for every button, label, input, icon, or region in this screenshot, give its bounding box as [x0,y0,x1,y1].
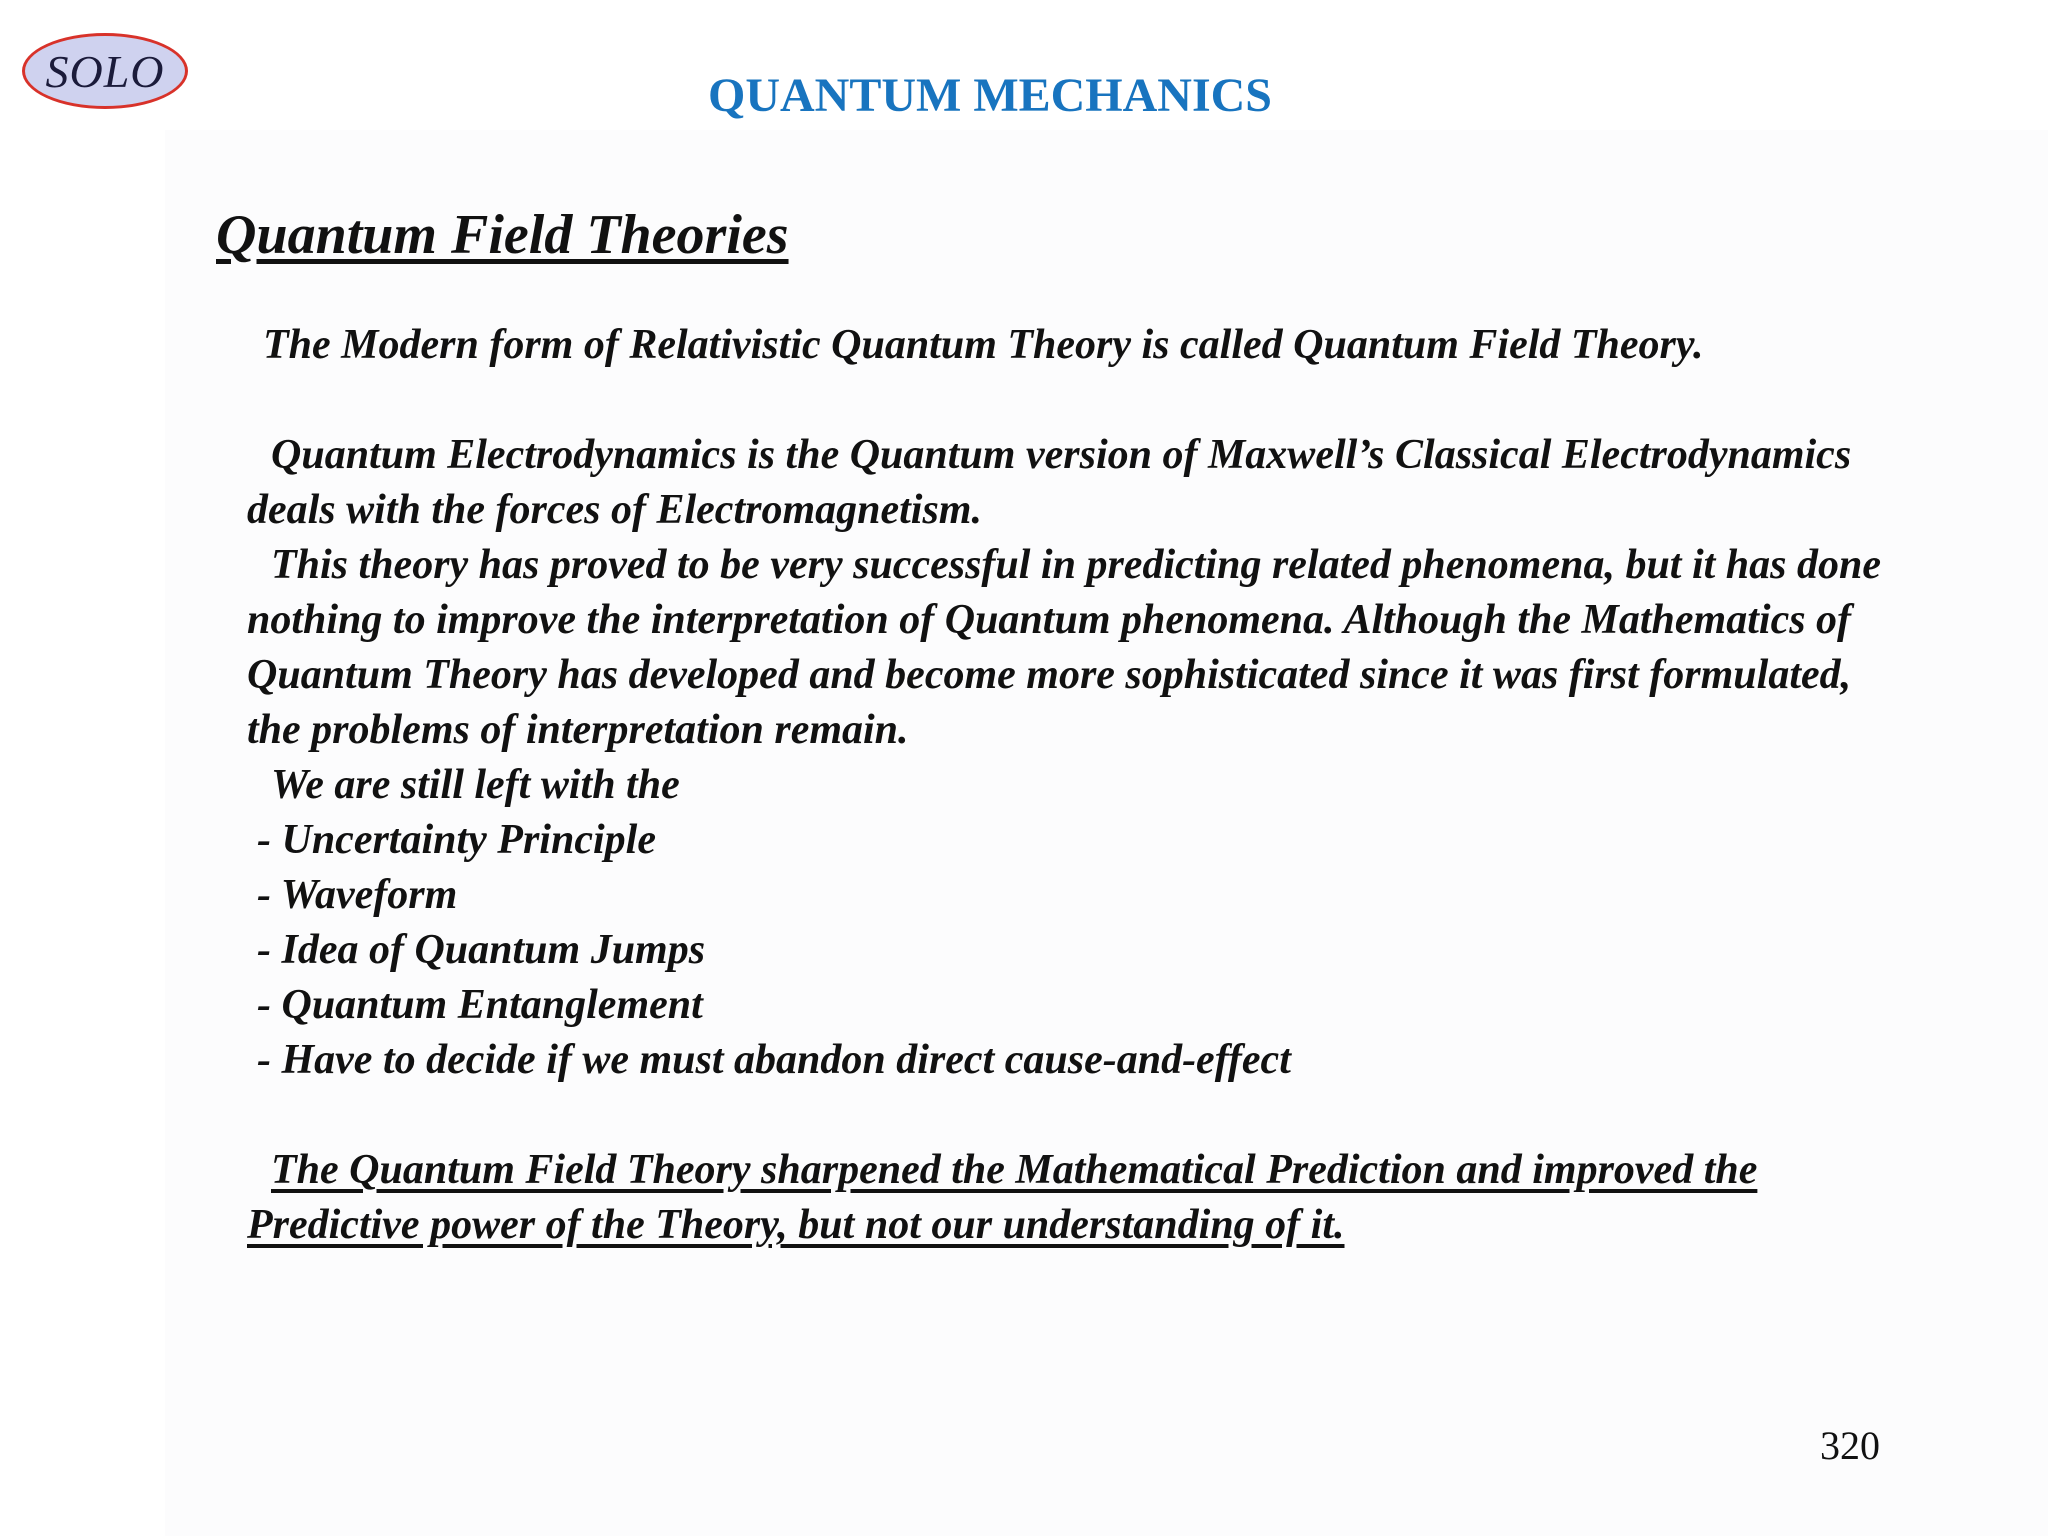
page-number: 320 [1820,1423,1880,1468]
paragraph-line: the problems of interpretation remain. [247,707,909,753]
conclusion-line: The Quantum Field Theory sharpened the Mathematical Prediction and improved the [271,1147,1758,1193]
spacer [247,373,2037,428]
page-title: QUANTUM MECHANICS [708,69,1272,122]
conclusion-line: Predictive power of the Theory, but not our understanding of it. [247,1202,1345,1248]
paragraph-line: deals with the forces of Electromagnetism. [247,487,982,533]
paragraph-line: Quantum Theory has developed and become more sophisticated since it was first formulated, [247,652,1852,698]
section-title: Quantum Field Theories [216,204,789,266]
paragraph-line: We are still left with the [271,762,680,808]
logo-text: SOLO [45,45,165,97]
body-text [247,318,2037,1253]
spacer [247,1088,2037,1143]
paragraph-line: The Modern form of Relativistic Quantum Theory is called Quantum Field Theory. [263,322,1704,368]
bullet-item: - Uncertainty Principle [257,817,656,863]
paragraph-line: nothing to improve the interpretation of Quantum phenomena. Although the Mathematics of [247,597,1852,643]
bullet-item: - Have to decide if we must abandon direct cause-and-effect [257,1037,1291,1083]
bullet-item: - Idea of Quantum Jumps [257,927,706,973]
bullet-item: - Quantum Entanglement [257,982,703,1028]
paragraph-line: This theory has proved to be very successful in predicting related phenomena, but it has done [271,542,1882,588]
bullet-item: - Waveform [257,872,458,918]
paragraph-line: Quantum Electrodynamics is the Quantum version of Maxwell’s Classical Electrodynamics [271,432,1852,478]
